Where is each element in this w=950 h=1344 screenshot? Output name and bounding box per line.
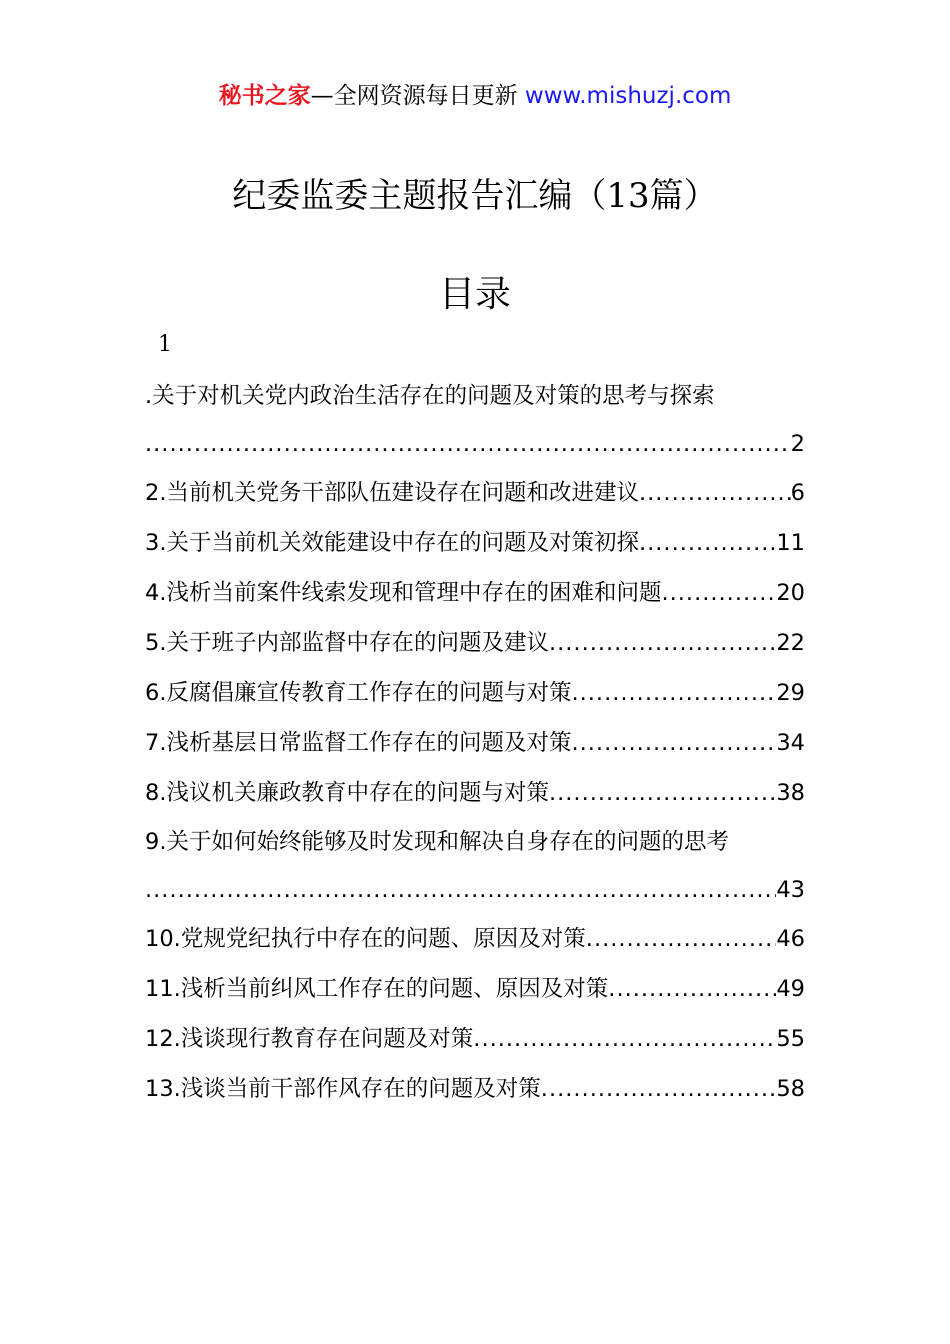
toc-entry-1-page-line[interactable] [145,420,805,468]
toc-entry-9-title-line[interactable] [145,818,805,866]
toc-leader-dots [608,964,776,1014]
toc-leader-dots [549,768,776,818]
toc-entry-9-page-line[interactable] [145,866,805,914]
toc-leader-dots [661,568,776,618]
toc-leader-dots [639,518,776,568]
toc-entry-page: 29 [776,680,805,706]
toc-entry-title: 4.浅析当前案件线索发现和管理中存在的困难和问题 [145,580,662,606]
list-number-marker: 1 [158,332,172,357]
toc-entry-1-title-line[interactable] [145,372,805,420]
document-title [0,172,950,220]
document-title-count: 13 [606,176,650,216]
toc-entry[interactable] [145,964,805,1014]
toc-entry-title: 7.浅析基层日常监督工作存在的问题及对策 [145,730,572,756]
toc-entry-page: 43 [776,877,805,903]
toc-entry-page: 46 [776,926,805,952]
toc-entry-title: 10.党规党纪执行中存在的问题、原因及对策 [145,926,586,952]
toc-entry-page: 34 [776,730,805,756]
document-title-prefix: 纪委监委主题报告汇编（ [232,176,607,216]
toc-entry-page: 49 [776,976,805,1002]
toc-entry[interactable] [145,914,805,964]
site-tagline: —全网资源每日更新 [310,83,525,109]
toc-entry-title: .关于对机关党内政治生活存在的问题及对策的思考与探索 [145,383,715,409]
toc-leader-dots [549,618,776,668]
toc-entry[interactable] [145,518,805,568]
toc-entry-title: 11.浅析当前纠风工作存在的问题、原因及对策 [145,976,609,1002]
toc-leader-dots [586,914,777,964]
toc-entry[interactable] [145,568,805,618]
toc-entry-page: 20 [776,580,805,606]
toc-entry[interactable] [145,668,805,718]
toc-entry-title: 9.关于如何始终能够及时发现和解决自身存在的问题的思考 [145,829,729,855]
toc-entry-page: 38 [776,780,805,806]
toc-entry[interactable] [145,1014,805,1064]
toc-entry-page: 55 [776,1026,805,1052]
document-title-suffix: 篇） [649,176,718,216]
toc-entry[interactable] [145,618,805,668]
toc-leader-dots [571,668,776,718]
table-of-contents [145,372,805,1114]
toc-leader-dots [145,866,776,914]
toc-leader-dots [571,718,776,768]
site-header [0,80,950,112]
toc-entry-title: 2.当前机关党务干部队伍建设存在问题和改进建议 [145,480,639,506]
toc-entry-page: 2 [790,431,805,457]
toc-entry-title: 6.反腐倡廉宣传教育工作存在的问题与对策 [145,680,572,706]
toc-entry-page: 58 [776,1076,805,1102]
toc-entry[interactable] [145,1064,805,1114]
site-brand: 秘书之家 [218,83,311,109]
toc-entry[interactable] [145,468,805,518]
toc-leader-dots [541,1064,777,1114]
toc-entry-title: 3.关于当前机关效能建设中存在的问题及对策初探 [145,530,639,556]
toc-heading: 目录 [438,274,511,315]
toc-entry-title: 8.浅议机关廉政教育中存在的问题与对策 [145,780,549,806]
toc-entry-page: 22 [776,630,805,656]
toc-entry-page: 11 [776,530,805,556]
toc-leader-dots [639,468,791,518]
toc-entry[interactable] [145,768,805,818]
toc-entry-title: 13.浅谈当前干部作风存在的问题及对策 [145,1076,541,1102]
site-url-link[interactable]: www.mishuzj.com [524,83,732,109]
toc-entry[interactable] [145,718,805,768]
toc-entry-title: 5.关于班子内部监督中存在的问题及建议 [145,630,549,656]
toc-entry-page: 6 [790,480,805,506]
toc-leader-dots [473,1014,776,1064]
toc-entry-title: 12.浅谈现行教育存在问题及对策 [145,1026,474,1052]
toc-leader-dots [145,420,791,468]
